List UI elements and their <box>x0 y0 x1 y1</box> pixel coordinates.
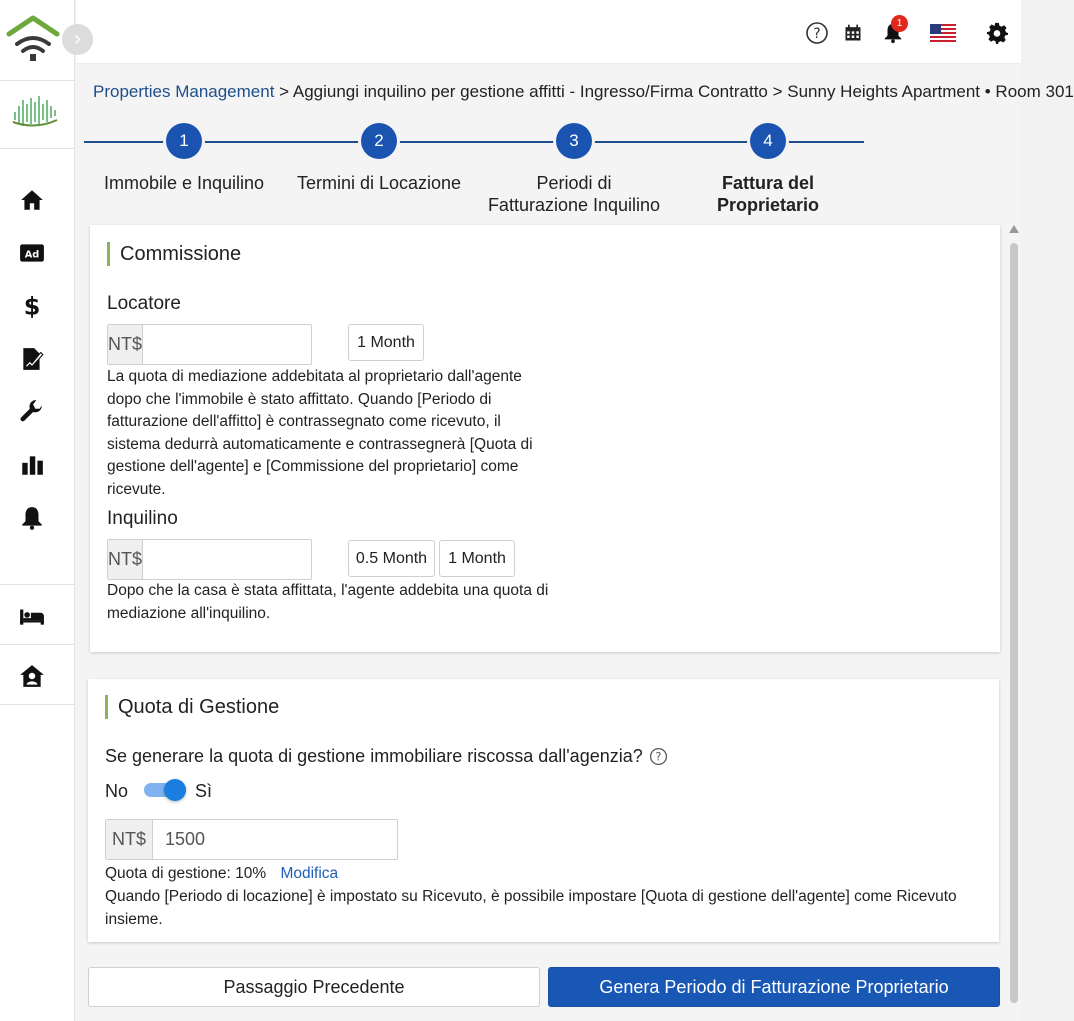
main-content <box>76 65 1074 1021</box>
tenant-description: Dopo che la casa è stata affittata, l'agente addebita una quota di mediazione all'inquilino. <box>107 582 549 622</box>
landlord-label: Locatore <box>107 293 181 314</box>
question-text: Se generare la quota di gestione immobiliare riscossa dall'agenzia? <box>105 746 643 766</box>
sidebar-divider <box>0 644 75 645</box>
previous-step-button[interactable]: Passaggio Precedente <box>88 967 540 1007</box>
scroll-up-arrow[interactable] <box>1009 225 1019 233</box>
dollar-icon[interactable] <box>18 292 46 320</box>
sidebar-divider <box>0 584 75 585</box>
tenant-1-month-chip[interactable]: 1 Month <box>439 540 515 577</box>
wifi-house-logo[interactable] <box>6 14 60 64</box>
section-title: Quota di Gestione <box>105 695 279 719</box>
step-4[interactable] <box>668 120 868 216</box>
step-number: 3 <box>556 123 592 159</box>
breadcrumb-separator: > <box>767 82 788 101</box>
step-number: 1 <box>166 123 202 159</box>
step-label: Termini di Locazione <box>296 173 462 193</box>
step-3[interactable] <box>474 120 674 216</box>
section-title: Commissione <box>107 242 241 266</box>
contract-sign-icon[interactable] <box>18 345 46 373</box>
calendar-icon[interactable] <box>840 20 866 46</box>
home-icon[interactable] <box>18 186 46 214</box>
svg-text:?: ? <box>655 750 662 764</box>
landlord-commission-input-group <box>107 324 312 365</box>
tenant-half-month-chip[interactable]: 0.5 Month <box>348 540 435 577</box>
step-label-active: Fattura del Proprietario <box>716 173 820 215</box>
fee-percentage-label: Quota di gestione: 10% <box>105 865 267 882</box>
bell-icon[interactable] <box>18 504 46 532</box>
step-1[interactable] <box>84 120 284 194</box>
breadcrumb-link-properties[interactable]: Properties Management <box>93 82 275 101</box>
help-icon[interactable] <box>649 747 668 766</box>
landlord-1-month-chip[interactable]: 1 Month <box>348 324 424 361</box>
svg-text:Ad: Ad <box>24 249 40 261</box>
house-user-icon[interactable] <box>18 662 46 690</box>
chevron-right-icon: › <box>74 28 81 50</box>
sidebar-divider <box>0 704 75 705</box>
notification-badge: 1 <box>891 15 908 32</box>
scrollbar[interactable] <box>1007 225 1021 1021</box>
breadcrumb <box>93 82 1074 102</box>
currency-prefix: NT$ <box>108 540 143 579</box>
management-fee-toggle[interactable] <box>144 779 186 799</box>
ad-icon[interactable] <box>18 239 46 267</box>
management-fee-card <box>88 679 999 942</box>
management-question <box>105 746 668 767</box>
us-flag-icon[interactable] <box>930 20 956 46</box>
step-number: 4 <box>750 123 786 159</box>
sidebar-divider <box>0 80 75 81</box>
tenant-label: Inquilino <box>107 508 178 529</box>
landlord-description: La quota di mediazione addebitata al proprietario dall'agente dopo che l'immobile è stato affittato. Quando [Periodo di fatturazione dell'affitto] è contrassegnato come ricevuto, il sistema dedurrà automaticamente e contrassegnerà [Quota di gestione dell'agente] e [Commissione del proprietario] come ricevute. <box>107 368 533 498</box>
sidebar <box>0 0 81 1021</box>
toggle-off-label: No <box>105 781 129 801</box>
breadcrumb-separator: > <box>274 82 293 101</box>
step-number: 2 <box>361 123 397 159</box>
currency-prefix: NT$ <box>106 820 153 859</box>
generate-owner-billing-button[interactable]: Genera Periodo di Fatturazione Proprietario <box>548 967 1000 1007</box>
sidebar-collapse-button[interactable] <box>62 24 93 55</box>
svg-text:$: $ <box>23 292 41 321</box>
bar-chart-icon[interactable] <box>18 451 46 479</box>
wrench-icon[interactable] <box>18 398 46 426</box>
gear-icon[interactable] <box>984 20 1010 46</box>
step-2[interactable] <box>279 120 479 194</box>
svg-text:?: ? <box>813 26 821 42</box>
stepper <box>84 120 864 220</box>
edit-fee-link[interactable]: Modifica <box>280 865 339 882</box>
management-fee-input-group <box>105 819 398 860</box>
breadcrumb-current: Sunny Heights Apartment • Room 301 <box>787 82 1074 101</box>
breadcrumb-item: Aggiungi inquilino per gestione affitti - Ingresso/Firma Contratto <box>292 82 768 101</box>
currency-prefix: NT$ <box>108 325 143 364</box>
toggle-knob <box>164 779 186 801</box>
management-fee-input[interactable] <box>153 820 397 859</box>
toggle-on-label: Sì <box>195 781 213 801</box>
fee-percentage-row <box>105 865 338 883</box>
bed-icon[interactable] <box>18 602 46 630</box>
help-icon[interactable] <box>804 20 830 46</box>
step-label: Immobile e Inquilino <box>103 173 265 193</box>
tenant-commission-input-group <box>107 539 312 580</box>
commission-card <box>90 225 1000 652</box>
sidebar-divider <box>0 148 75 149</box>
management-note: Quando [Periodo di locazione] è impostato su Ricevuto, è possibile impostare [Quota di gestione dell'agente] come Ricevuto insieme. <box>105 888 957 928</box>
scroll-thumb[interactable] <box>1010 243 1018 1003</box>
avatar[interactable] <box>11 92 59 132</box>
step-label: Periodi di Fatturazione Inquilino <box>487 173 661 215</box>
